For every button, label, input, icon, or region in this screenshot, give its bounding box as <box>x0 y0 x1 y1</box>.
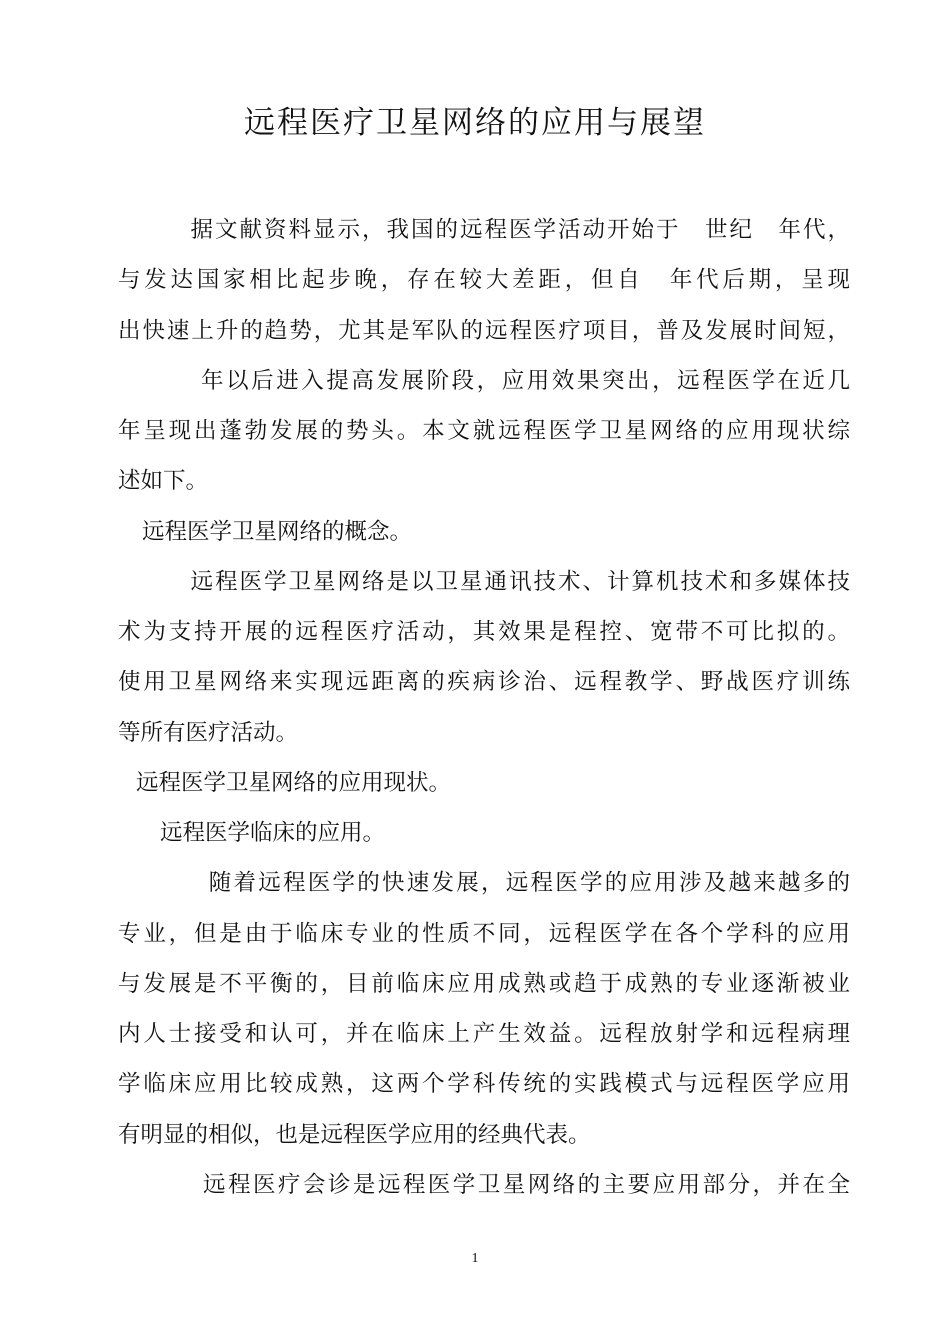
section-heading-status: 远程医学卫星网络的应用现状。 <box>136 770 452 796</box>
page-number: 1 <box>471 1251 479 1266</box>
section-heading-concept: 远程医学卫星网络的概念。 <box>142 519 413 545</box>
document-title: 远程医疗卫星网络的应用与展望 <box>244 105 706 141</box>
subsection-heading-clinical: 远程医学临床的应用。 <box>160 820 386 846</box>
text-line-19: 有明显的相似，也是远程医学应用的经典代表。 <box>118 1122 591 1148</box>
text-line-8: 远程医学卫星网络是以卫星通讯技术、计算机技术和多媒体技 <box>166 569 850 595</box>
text-line-6: 述如下。 <box>118 468 209 494</box>
text-line-20: 远程医疗会诊是远程医学卫星网络的主要应用部分，并在全 <box>178 1172 850 1198</box>
text-line-4: 年以后进入提高发展阶段，应用效果突出，远程医学在近几 <box>176 368 850 394</box>
text-line-17: 内人士接受和认可，并在临床上产生效益。远程放射学和远程病理 <box>118 1021 850 1047</box>
text-line-14: 随着远程医学的快速发展，远程医学的应用涉及越来越多的 <box>184 870 850 896</box>
text-line-5: 年呈现出蓬勃发展的势头。本文就远程医学卫星网络的应用现状综 <box>118 418 850 444</box>
text-line-15: 专业，但是由于临床专业的性质不同，远程医学在各个学科的应用 <box>118 921 850 947</box>
text-line-2: 与发达国家相比起步晚，存在较大差距，但自 年代后期，呈现 <box>118 267 850 293</box>
text-line-10: 使用卫星网络来实现远距离的疾病诊治、远程教学、野战医疗训练 <box>118 669 850 695</box>
text-line-18: 学临床应用比较成熟，这两个学科传统的实践模式与远程医学应用 <box>118 1071 850 1097</box>
text-line-3: 出快速上升的趋势，尤其是军队的远程医疗项目，普及发展时间短， <box>118 318 850 344</box>
text-line-16: 与发展是不平衡的，目前临床应用成熟或趋于成熟的专业逐渐被业 <box>118 971 850 997</box>
text-line-11: 等所有医疗活动。 <box>118 720 299 746</box>
text-line-9: 术为支持开展的远程医疗活动，其效果是程控、宽带不可比拟的。 <box>118 619 850 645</box>
text-line-1: 据文献资料显示，我国的远程医学活动开始于 世纪 年代， <box>166 217 850 243</box>
